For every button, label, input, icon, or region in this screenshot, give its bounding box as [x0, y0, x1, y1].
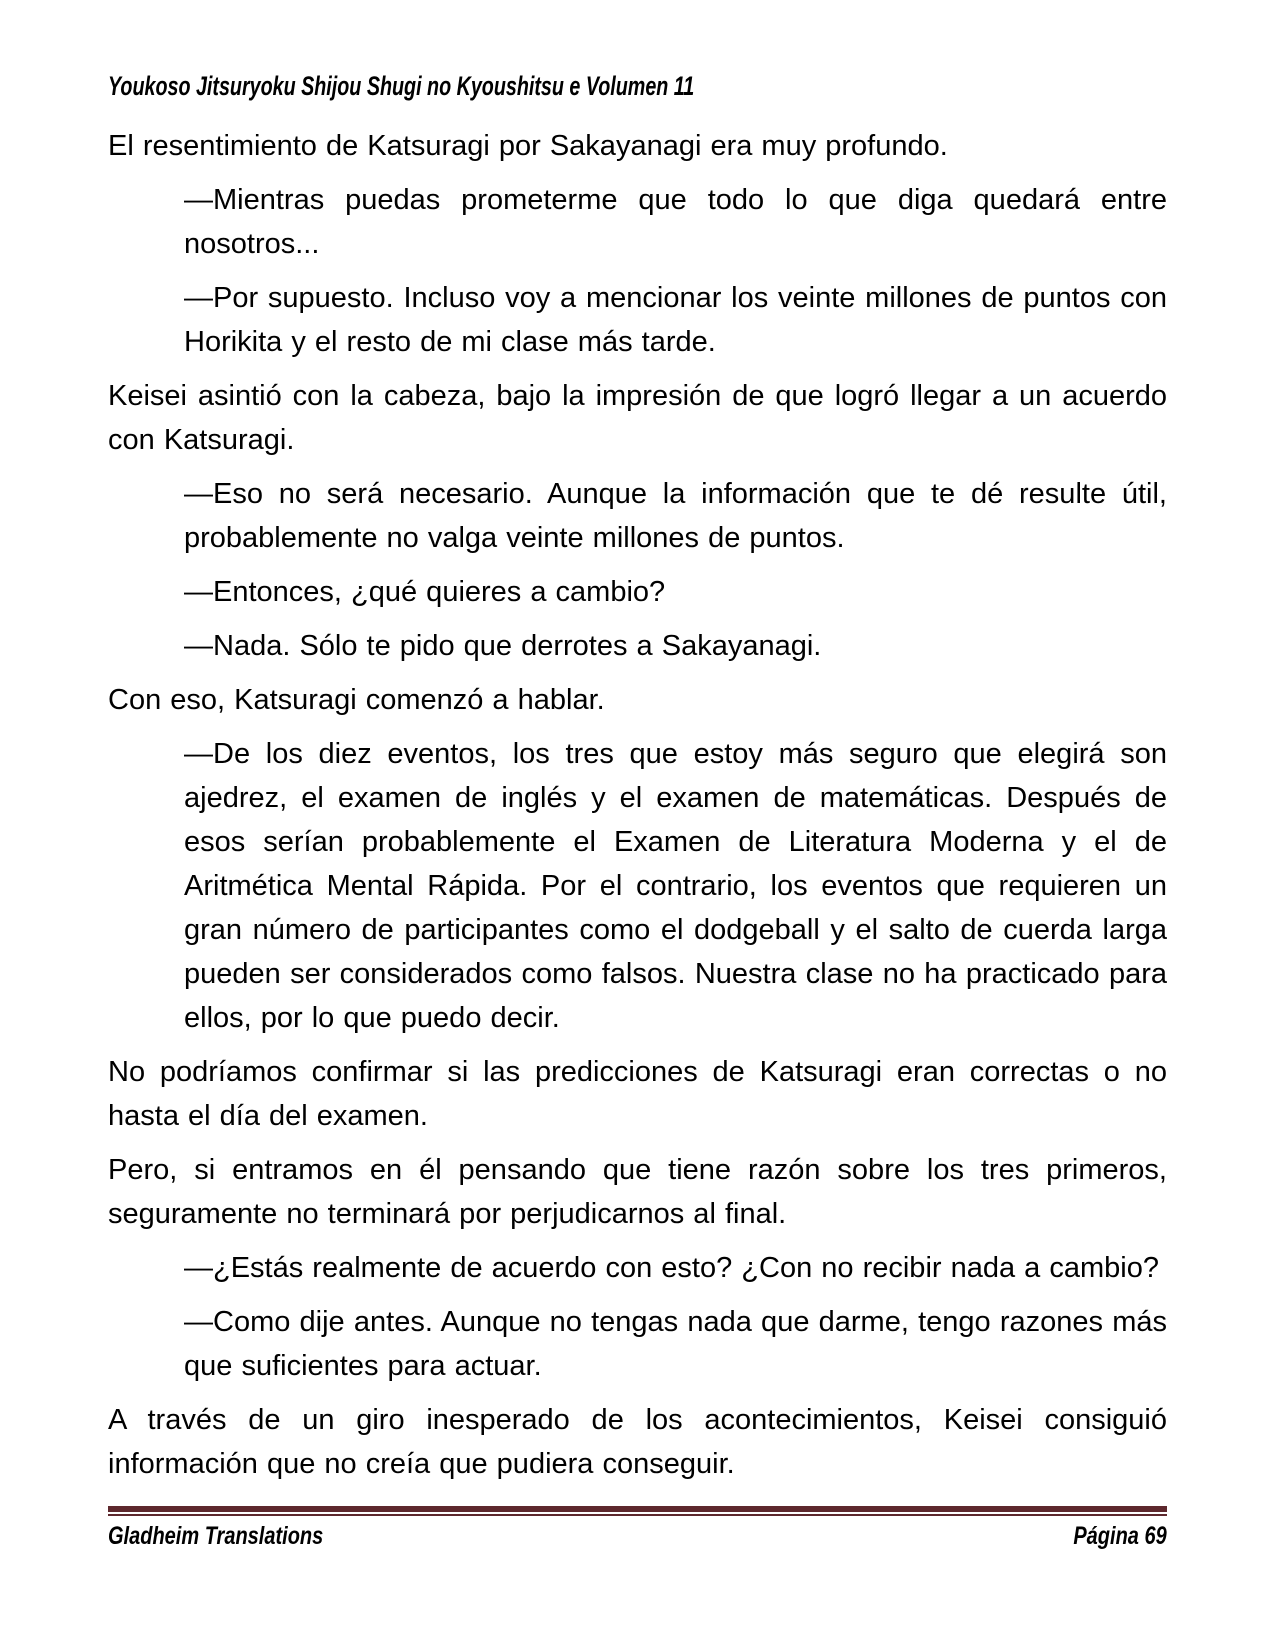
footer-rule — [108, 1506, 1167, 1516]
dialogue-paragraph: —Mientras puedas prometerme que todo lo que diga quedará entre nosotros... — [184, 184, 1167, 260]
narration-paragraph: No podríamos confirmar si las predicciones de Katsuragi eran correctas o no hasta el día del examen. — [108, 1056, 1167, 1132]
dialogue-paragraph: —Nada. Sólo te pido que derrotes a Sakayanagi. — [184, 630, 822, 662]
page-body — [108, 124, 1167, 1496]
narration-paragraph: Con eso, Katsuragi comenzó a hablar. — [108, 684, 605, 716]
page-header — [108, 70, 911, 102]
dialogue-paragraph: —De los diez eventos, los tres que estoy más seguro que elegirá son ajedrez, el examen de inglés y el examen de matemáticas. Después de esos serían probablemente el Examen de Literatura Moderna y el de Aritmética Mental Rápida. Por el contrario, los eventos que requieren un gran número de participantes como el dodgeball y el salto de cuerda larga pueden ser considerados como falsos. Nuestra clase no ha practicado para ellos, por lo que puedo decir. — [184, 738, 1167, 1034]
dialogue-paragraph: —Entonces, ¿qué quieres a cambio? — [184, 576, 666, 608]
narration-paragraph: El resentimiento de Katsuragi por Sakayanagi era muy profundo. — [108, 130, 948, 162]
dialogue-paragraph: —Como dije antes. Aunque no tengas nada que darme, tengo razones más que suficientes para actuar. — [184, 1306, 1167, 1382]
footer-row — [108, 1522, 1167, 1551]
dialogue-paragraph: —¿Estás realmente de acuerdo con esto? ¿Con no recibir nada a cambio? — [184, 1252, 1159, 1284]
narration-paragraph: Pero, si entramos en él pensando que tiene razón sobre los tres primeros, seguramente no terminará por perjudicarnos al final. — [108, 1154, 1167, 1230]
page-footer — [108, 1506, 1167, 1551]
dialogue-paragraph: —Por supuesto. Incluso voy a mencionar los veinte millones de puntos con Horikita y el resto de mi clase más tarde. — [184, 282, 1167, 358]
narration-paragraph: A través de un giro inesperado de los acontecimientos, Keisei consiguió información que no creía que pudiera conseguir. — [108, 1404, 1167, 1480]
header-title: Youkoso Jitsuryoku Shijou Shugi no Kyoushitsu e Volumen 11 — [108, 71, 695, 101]
footer-translator-credit: Gladheim Translations — [108, 1522, 324, 1550]
narration-paragraph: Keisei asintió con la cabeza, bajo la impresión de que logró llegar a un acuerdo con Katsuragi. — [108, 380, 1167, 456]
footer-page-number: Página 69 — [1073, 1522, 1167, 1550]
dialogue-paragraph: —Eso no será necesario. Aunque la información que te dé resulte útil, probablemente no valga veinte millones de puntos. — [184, 478, 1167, 554]
